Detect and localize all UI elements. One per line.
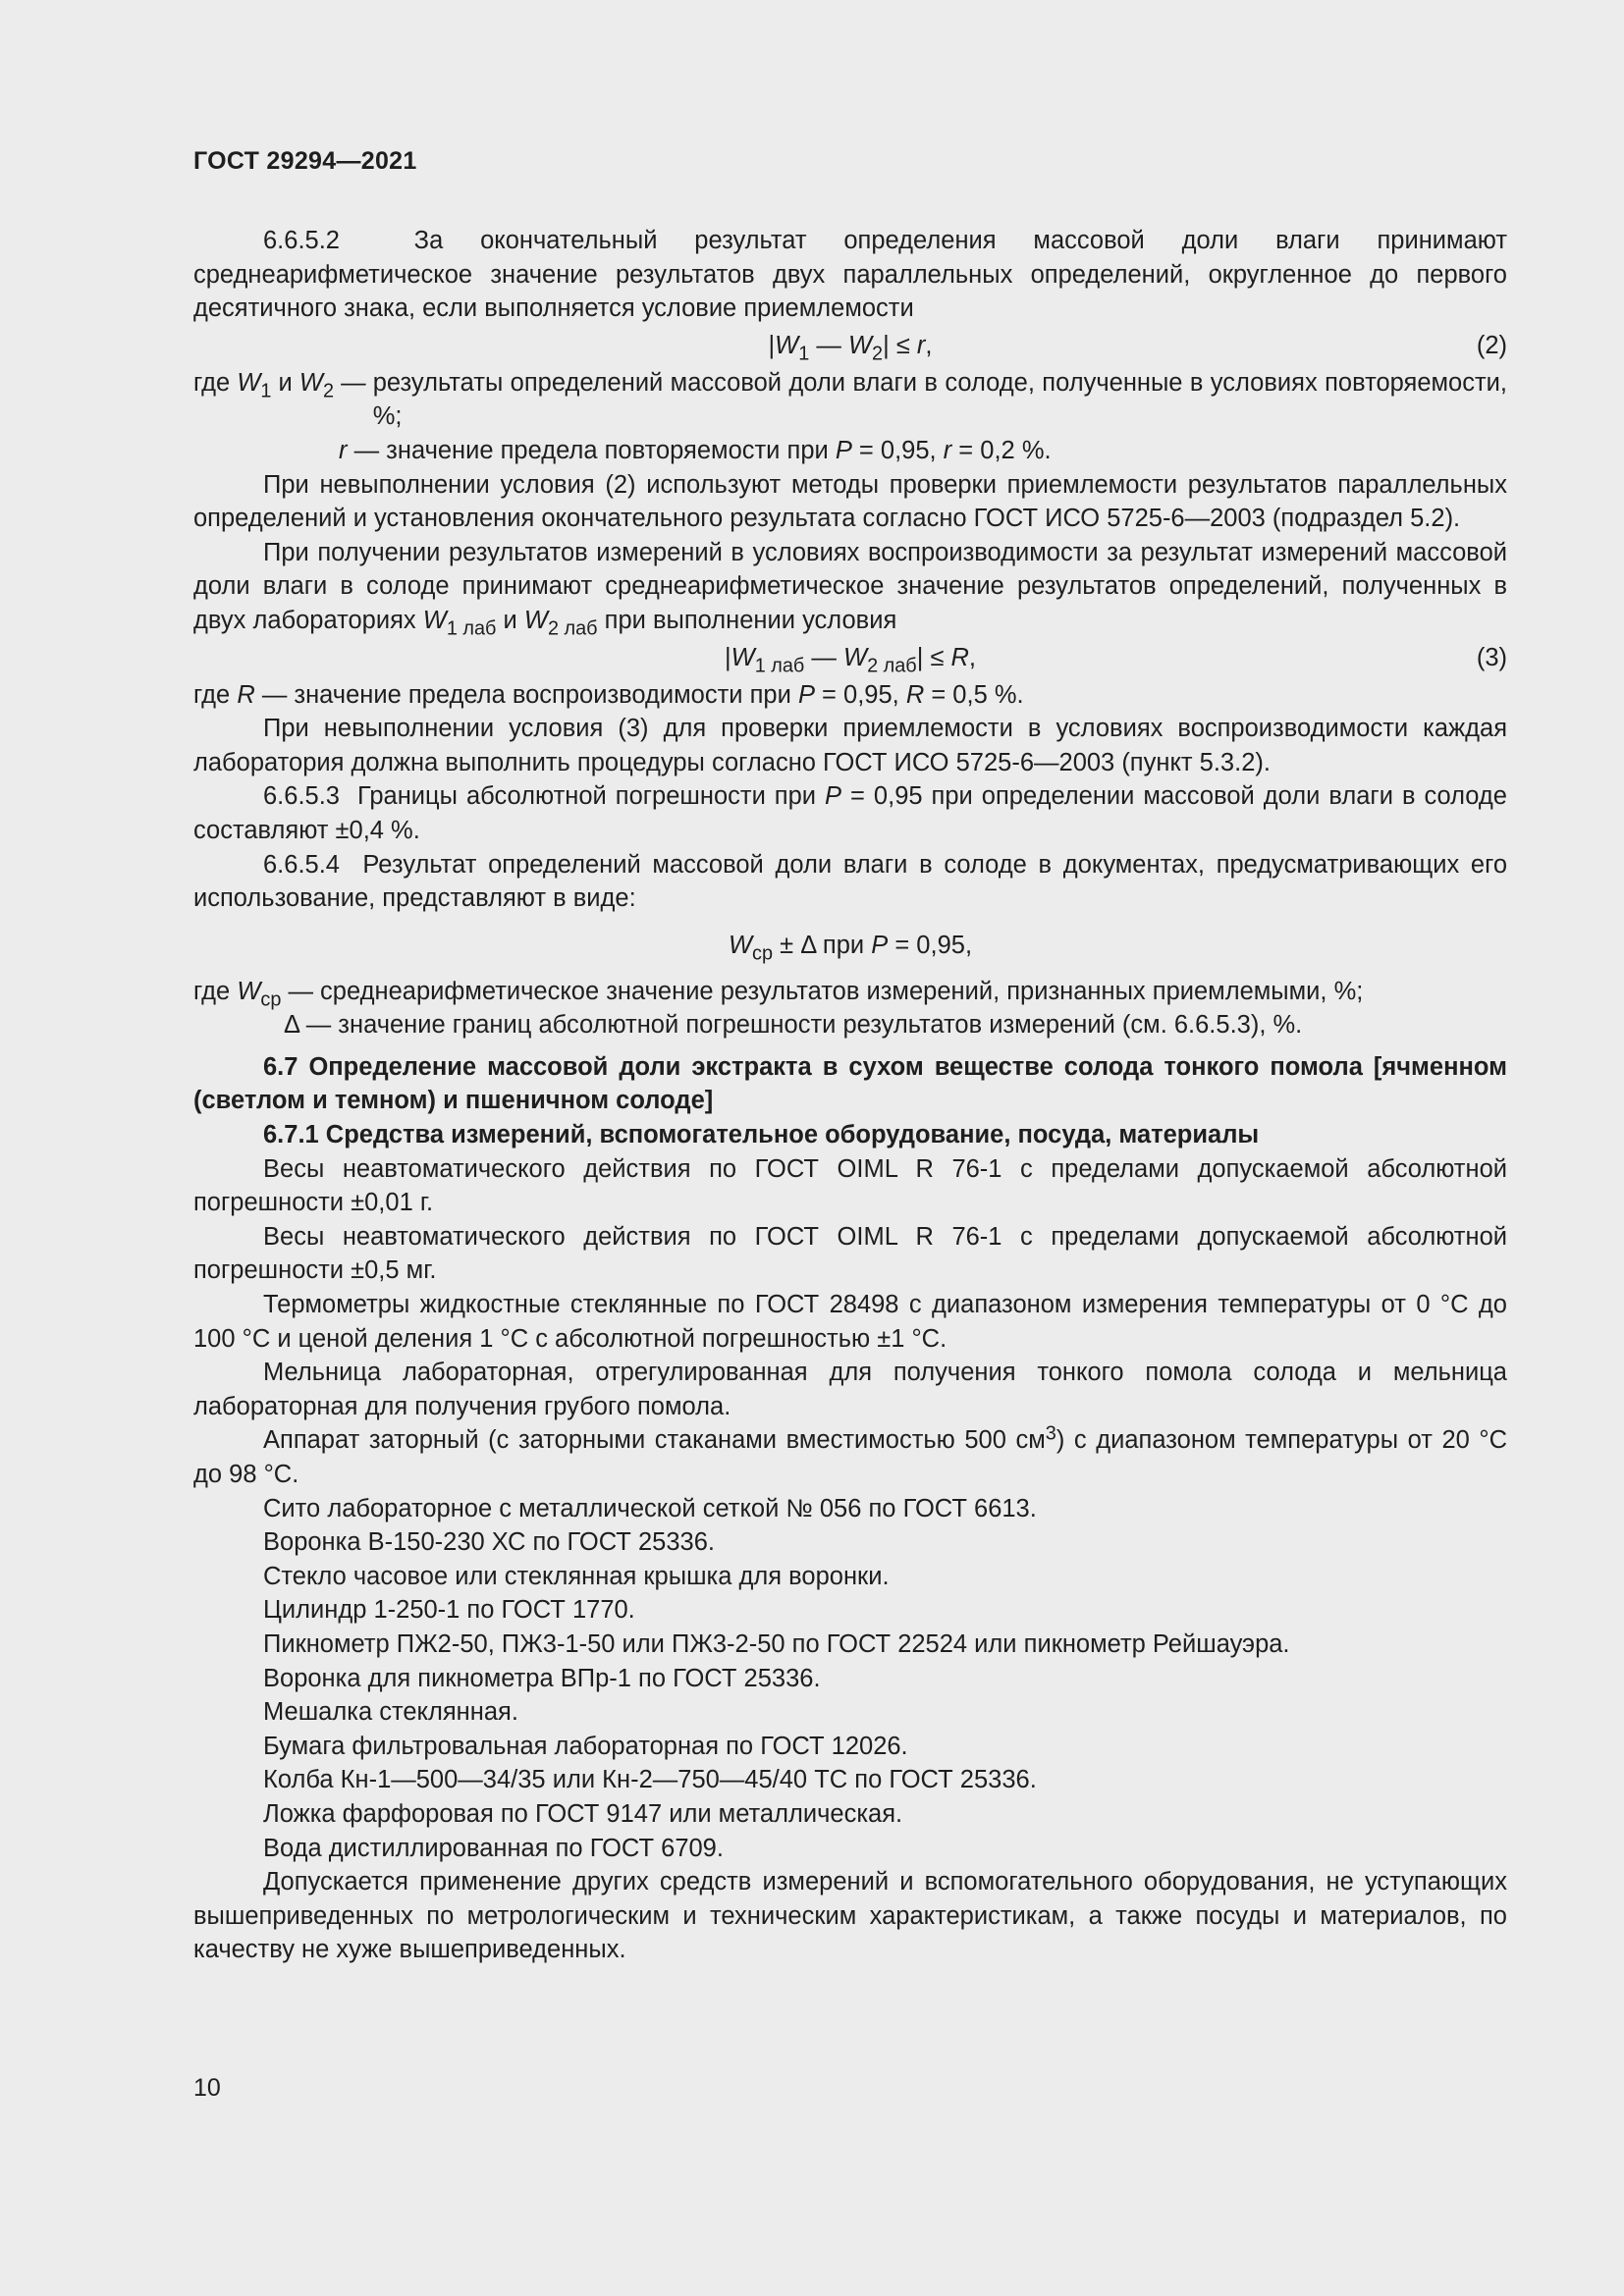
list-item: Допускается применение других средств измерений и вспомогательного оборудования, не уступающих вышеприведенных по метрологическим и техническим характеристикам, а также посуды и материалов, по качеству не хуже вышеприведенных. bbox=[193, 1868, 1507, 1964]
formula-expression: $|W_1$ — $W_2| \le r$, bbox=[768, 331, 933, 365]
list-item: Цилиндр 1-250-1 по ГОСТ 1770. bbox=[263, 1596, 635, 1625]
formula-number: (2) bbox=[1476, 331, 1507, 359]
where-r-line: r — значение предела повторяемости при P = 0,95, r = 0,2 %. bbox=[339, 436, 1052, 464]
list-item: Мешалка стеклянная. bbox=[263, 1698, 518, 1727]
paragraph-reproducibility-fail: При невыполнении условия (3) для проверки приемлемости в условиях воспроизводимости каждая лаборатория должна выполнить процедуры согласно ГОСТ ИСО 5725-6—2003 (пункт 5.3.2). bbox=[193, 715, 1507, 776]
list-item: Воронка В-150-230 ХС по ГОСТ 25336. bbox=[263, 1528, 715, 1557]
clause-6-6-5-2 bbox=[193, 224, 1507, 326]
formula-result bbox=[193, 916, 1507, 975]
formula-2 bbox=[193, 326, 1507, 366]
where-definition: результаты определений массовой доли влаги в солоде, полученные в условиях повторяемости, %; bbox=[372, 368, 1507, 431]
paragraph-repeatability-fail: При невыполнении условия (2) используют методы проверки приемлемости результатов параллельных определений и установления окончательного результата согласно ГОСТ ИСО 5725-6—2003 (подраздел 5.2). bbox=[193, 470, 1507, 533]
where-result-line-1: где $W_{ср}$ — среднеарифметическое значение результатов измерений, признанных приемлемыми, %; bbox=[193, 977, 1364, 1011]
where-result-line-2: Δ — значение границ абсолютной погрешности результатов измерений (см. 6.6.5.3), %. bbox=[284, 1011, 1303, 1040]
paragraph-reproducibility: При получении результатов измерений в условиях воспроизводимости за результат измерений массовой доли влаги в солоде принимают среднеарифметическое значение результатов определений, полученных в двух лабораториях $W_{1 лаб}$ и $W_{2 лаб}$ при выполнении условия bbox=[193, 538, 1507, 640]
page-content bbox=[193, 224, 1507, 1967]
page-number: 10 bbox=[193, 2074, 221, 2102]
formula-number: (3) bbox=[1476, 643, 1507, 671]
list-item: Весы неавтоматического действия по ГОСТ OIML R 76-1 с пределами допускаемой абсолютной погрешности ±0,01 г. bbox=[193, 1154, 1507, 1217]
standard-header: ГОСТ 29294—2021 bbox=[193, 147, 417, 175]
list-item: Вода дистиллированная по ГОСТ 6709. bbox=[263, 1834, 724, 1862]
formula-expression: $|W_{1 лаб}$ — $W_{2 лаб}| \le R$, bbox=[724, 643, 976, 676]
list-item: Термометры жидкостные стеклянные по ГОСТ 28498 с диапазоном измерения температуры от 0 °С до 100 °С и ценой деления 1 °С с абсолютной погрешностью ±1 °С. bbox=[193, 1291, 1507, 1353]
where-block-3: где R — значение предела воспроизводимости при P = 0,95, R = 0,5 %. bbox=[193, 680, 1024, 709]
list-item: Весы неавтоматического действия по ГОСТ OIML R 76-1 с пределами допускаемой абсолютной погрешности ±0,5 мг. bbox=[193, 1222, 1507, 1285]
clause-6-6-5-3: 6.6.5.3 Границы абсолютной погрешности при P = 0,95 при определении массовой доли влаги в солоде составляют ±0,4 %. bbox=[193, 782, 1507, 844]
list-item: Ложка фарфоровая по ГОСТ 9147 или металлическая. bbox=[263, 1799, 903, 1828]
clause-6-6-5-4: 6.6.5.4 Результат определений массовой доли влаги в солоде в документах, предусматривающих его использование, представляют в виде: bbox=[193, 850, 1508, 913]
list-item: Мельница лабораторная, отрегулированная для получения тонкого помола солода и мельница лабораторная для получения грубого помола. bbox=[193, 1359, 1507, 1420]
formula-3 bbox=[193, 638, 1507, 678]
section-heading-6-7-1: 6.7.1 Средства измерений, вспомогательное оборудование, посуда, материалы bbox=[263, 1121, 1260, 1149]
list-item: Бумага фильтровальная лабораторная по ГОСТ 12026. bbox=[263, 1732, 908, 1760]
where-label: где $W_1$ и $W_2$ — bbox=[193, 368, 373, 402]
list-item: Аппарат заторный (с заторными стаканами вместимостью 500 $см^3$) с диапазоном температуры от 20 °С до 98 °С. bbox=[193, 1423, 1507, 1488]
where-block-2 bbox=[193, 366, 1507, 434]
list-item: Стекло часовое или стеклянная крышка для воронки. bbox=[263, 1562, 890, 1590]
list-item: Воронка для пикнометра ВПр-1 по ГОСТ 25336. bbox=[263, 1664, 821, 1692]
list-item: Пикнометр ПЖ2-50, ПЖ3-1-50 или ПЖ3-2-50 по ГОСТ 22524 или пикнометр Рейшауэра. bbox=[263, 1629, 1290, 1658]
list-item: Сито лабораторное с металлической сеткой № 056 по ГОСТ 6613. bbox=[263, 1494, 1037, 1522]
section-heading-6-7: 6.7 Определение массовой доли экстракта в сухом веществе солода тонкого помола [ячменном (светлом и темном) и пшеничном солоде] bbox=[193, 1052, 1507, 1115]
formula-expression: $W_{ср} \pm \Delta$ при P = 0,95, bbox=[728, 931, 973, 965]
clause-number: 6.6.5.2 bbox=[263, 227, 340, 254]
list-item: Колба Кн-1—500—34/35 или Кн-2—750—45/40 ТС по ГОСТ 25336. bbox=[263, 1766, 1037, 1794]
clause-text: За окончательный результат определения массовой доли влаги принимают среднеарифметическое значение результатов двух параллельных определений, округленное до первого десятичного знака, если выполняется условие приемлемости bbox=[193, 227, 1507, 323]
